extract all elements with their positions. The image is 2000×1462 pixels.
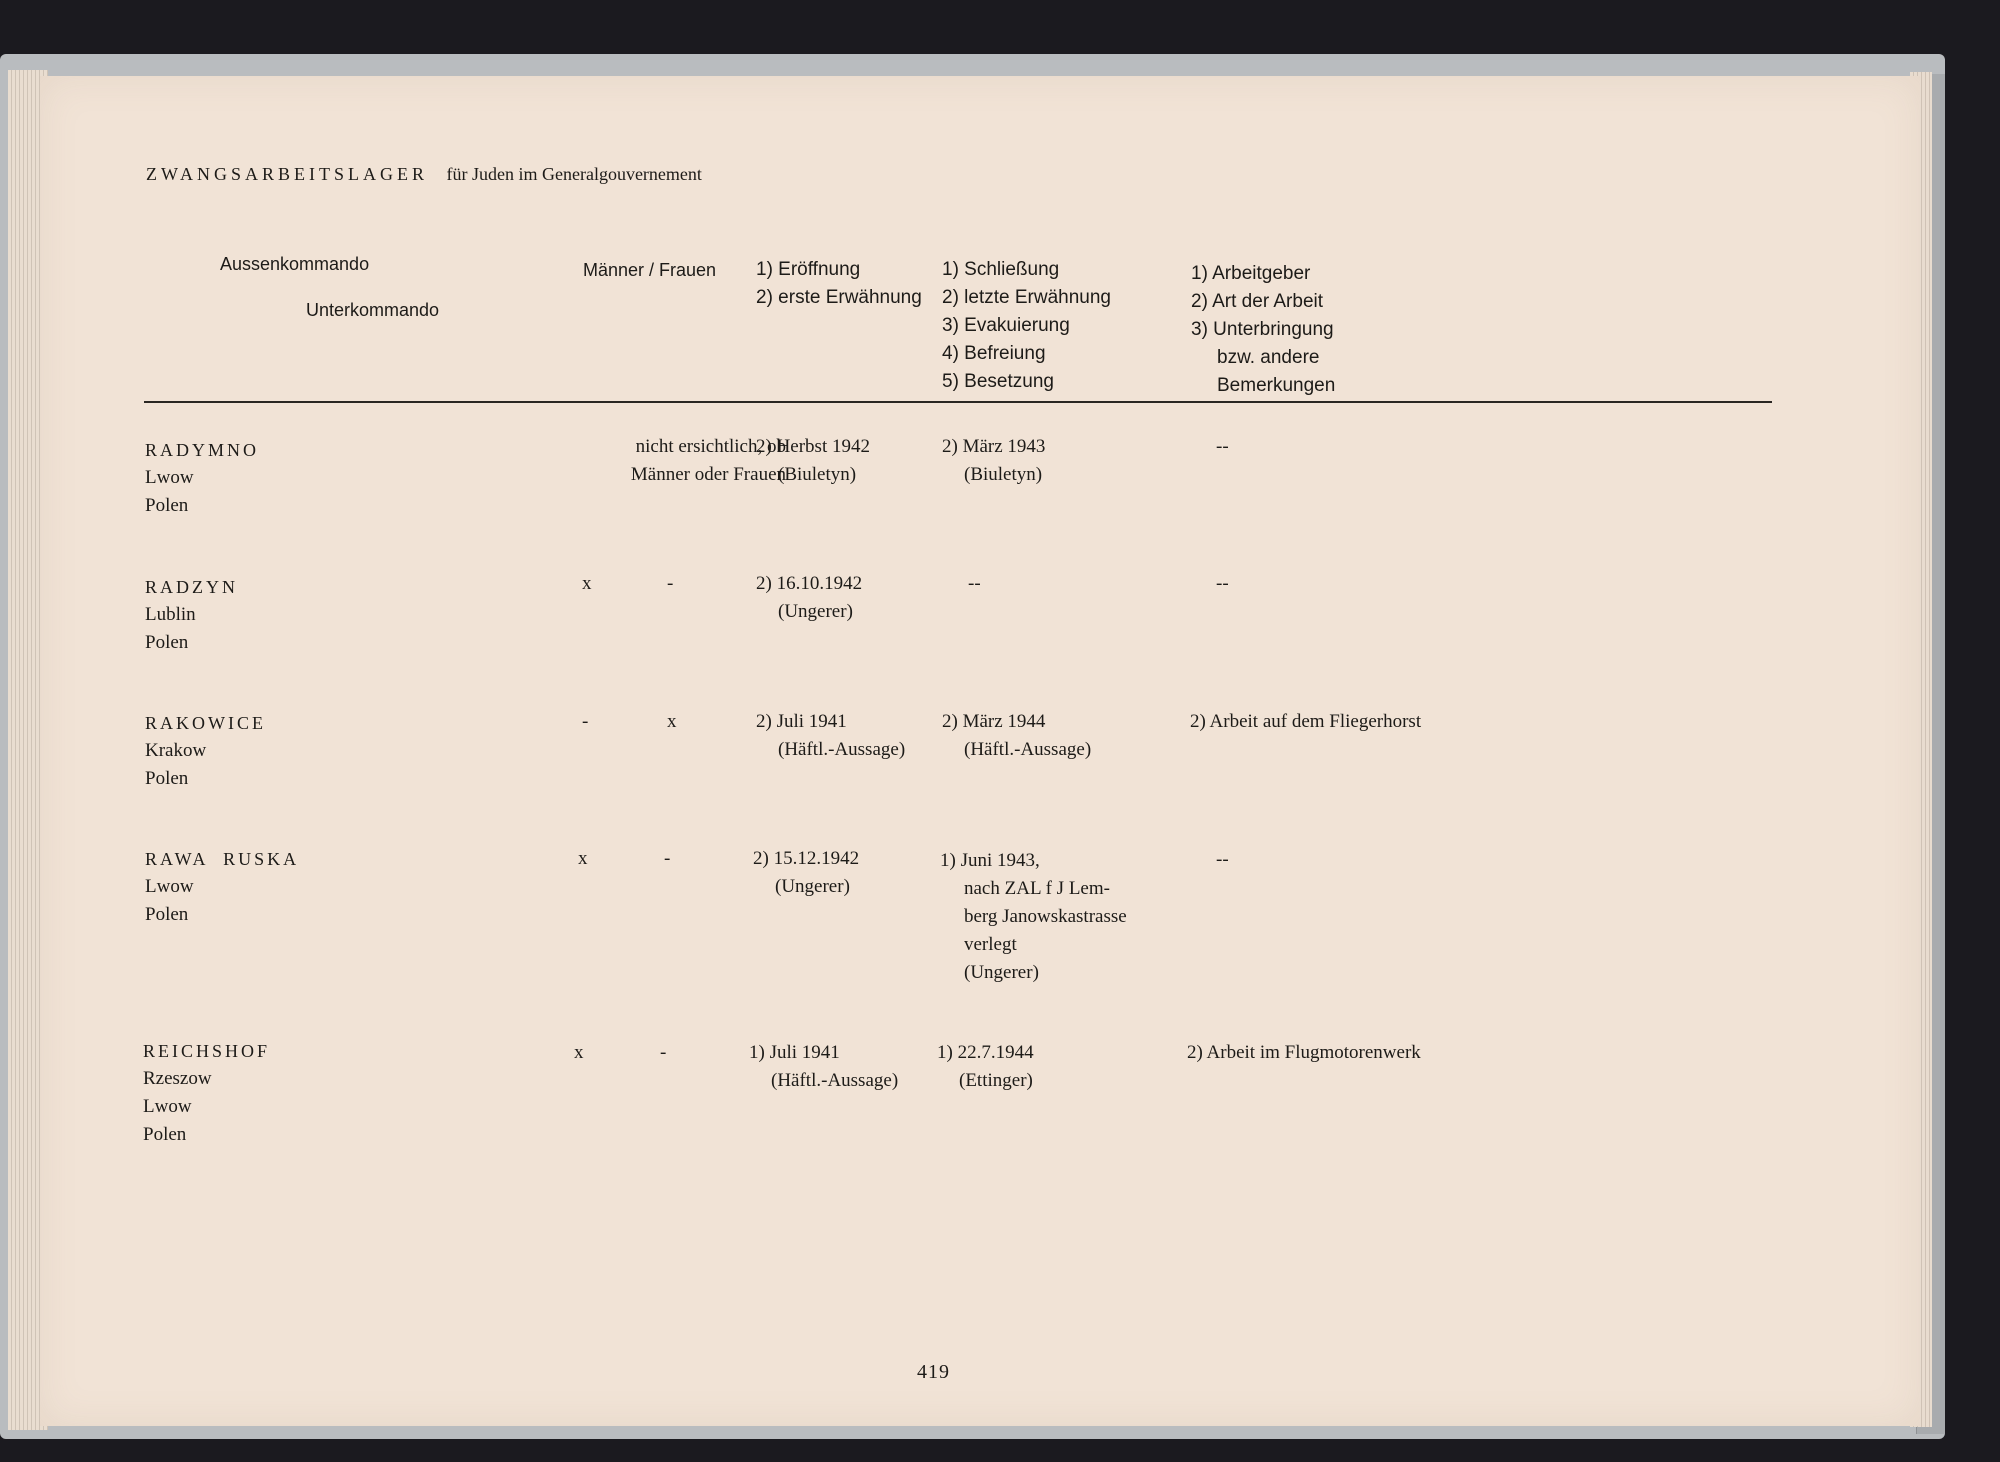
header-schliessung-line: 4) Befreiung [942, 343, 1046, 364]
camp-name: REICHSHOF [143, 1041, 271, 1061]
row-rawa-ruska-frauen: - [664, 848, 671, 869]
cell-line: 2) März 1944 [942, 711, 1046, 732]
row-radzyn-maenner: x [582, 573, 592, 594]
cell-line: (Häftl.-Aussage) [778, 739, 906, 760]
row-reichshof-eroeffnung [749, 1039, 898, 1095]
cell-line: verlegt [964, 934, 1017, 955]
header-maenner-frauen: Männer / Frauen [583, 260, 717, 280]
row-reichshof-maenner: x [574, 1042, 584, 1063]
row-radymno-schliessung [942, 433, 1045, 489]
cell-line: (Biuletyn) [964, 464, 1043, 485]
row-radymno-maenner-frauen [554, 433, 786, 489]
header-unterkommando: Unterkommando [306, 300, 440, 320]
cell-line: nach ZAL f J Lem- [964, 878, 1110, 899]
camp-place-line: Polen [145, 495, 189, 516]
cell-line: Männer oder Frauen [630, 464, 786, 485]
cell-line: 1) Juni 1943, [940, 850, 1040, 871]
camp-place-line: Lwow [145, 876, 194, 897]
row-rawa-ruska-arbeitgeber: -- [1216, 849, 1229, 870]
row-radymno-arbeitgeber: -- [1216, 436, 1229, 457]
row-rakowice-frauen: x [667, 711, 677, 732]
cell-line: 1) Juli 1941 [749, 1042, 840, 1063]
cell-line: 2) 16.10.1942 [756, 573, 863, 594]
header-arbeitgeber-line: 1) Arbeitgeber [1191, 263, 1311, 284]
row-rawa-ruska-eroeffnung [753, 845, 859, 901]
table-row-radzyn [145, 573, 238, 657]
header-aussenkommando: Aussenkommando [220, 254, 370, 274]
header-arbeitgeber-line: bzw. andere [1217, 347, 1320, 368]
header-schliessung-line: 1) Schließung [942, 259, 1060, 280]
row-rakowice-maenner: - [582, 711, 589, 732]
page-title [146, 164, 702, 185]
cell-line: 1) 22.7.1944 [937, 1042, 1034, 1063]
camp-place-line: Polen [145, 904, 189, 925]
row-rakowice-arbeitgeber: 2) Arbeit auf dem Fliegerhorst [1190, 711, 1422, 732]
table-row-rawa-ruska [145, 845, 299, 929]
header-schliessung-line: 3) Evakuierung [942, 315, 1070, 336]
camp-place-line: Krakow [145, 740, 207, 761]
header-eroeffnung-line: 2) erste Erwähnung [756, 287, 922, 308]
header-arbeitgeber-line: Bemerkungen [1217, 375, 1336, 396]
cell-line: 2) 15.12.1942 [753, 848, 860, 869]
header-rule [144, 401, 1772, 403]
table-row-rakowice [145, 709, 266, 793]
camp-name: RADZYN [145, 577, 238, 597]
cell-line: (Ungerer) [778, 601, 853, 622]
cell-line: 2) Herbst 1942 [756, 436, 870, 457]
camp-place-line: Polen [145, 632, 189, 653]
cell-line: nicht ersichtlich, ob [635, 436, 786, 457]
header-schliessung-line: 5) Besetzung [942, 371, 1054, 392]
row-radymno-eroeffnung [756, 433, 870, 489]
row-radzyn-eroeffnung [756, 570, 862, 626]
row-rawa-ruska-maenner: x [578, 848, 588, 869]
title-main: ZWANGSARBEITSLAGER [146, 164, 428, 184]
camp-name: RAWA RUSKA [145, 849, 300, 869]
row-rakowice-schliessung [942, 708, 1091, 764]
row-reichshof-schliessung [937, 1039, 1034, 1095]
cell-line: (Ungerer) [775, 876, 850, 897]
header-schliessung [942, 256, 1111, 396]
camp-place-line: Lwow [145, 467, 194, 488]
header-arbeitgeber [1191, 260, 1335, 400]
cell-line: (Ettinger) [959, 1070, 1033, 1091]
cell-line: 2) März 1943 [942, 436, 1046, 457]
row-radzyn-frauen: - [667, 573, 674, 594]
cell-line: berg Janowskastrasse [964, 906, 1127, 927]
header-eroeffnung [756, 256, 922, 312]
camp-place-line: Rzeszow [143, 1068, 212, 1089]
row-rakowice-eroeffnung [756, 708, 905, 764]
cell-line: 2) Juli 1941 [756, 711, 847, 732]
header-eroeffnung-line: 1) Eröffnung [756, 259, 861, 280]
cell-line: (Biuletyn) [778, 464, 857, 485]
camp-place-line: Lwow [143, 1096, 192, 1117]
header-arbeitgeber-line: 3) Unterbringung [1191, 319, 1334, 340]
camp-place-line: Polen [145, 768, 189, 789]
camp-name: RAKOWICE [145, 713, 266, 733]
camp-name: RADYMNO [145, 440, 260, 460]
cell-line: (Ungerer) [964, 962, 1039, 983]
page-number: 419 [917, 1361, 950, 1383]
header-schliessung-line: 2) letzte Erwähnung [942, 287, 1111, 308]
cell-line: (Häftl.-Aussage) [964, 739, 1092, 760]
table-row-reichshof [143, 1037, 270, 1149]
table-row-radymno [145, 436, 259, 520]
camp-place-line: Polen [143, 1124, 187, 1145]
title-subtitle: für Juden im Generalgouvernement [446, 164, 702, 184]
row-reichshof-arbeitgeber: 2) Arbeit im Flugmotorenwerk [1187, 1042, 1421, 1063]
header-arbeitgeber-line: 2) Art der Arbeit [1191, 291, 1324, 312]
cell-line: (Häftl.-Aussage) [771, 1070, 899, 1091]
book-page [40, 76, 1920, 1426]
row-reichshof-frauen: - [660, 1042, 667, 1063]
row-radzyn-arbeitgeber: -- [1216, 573, 1229, 594]
camp-place-line: Lublin [145, 604, 196, 625]
row-radzyn-schliessung: -- [968, 573, 981, 594]
row-rawa-ruska-schliessung [940, 847, 1127, 987]
